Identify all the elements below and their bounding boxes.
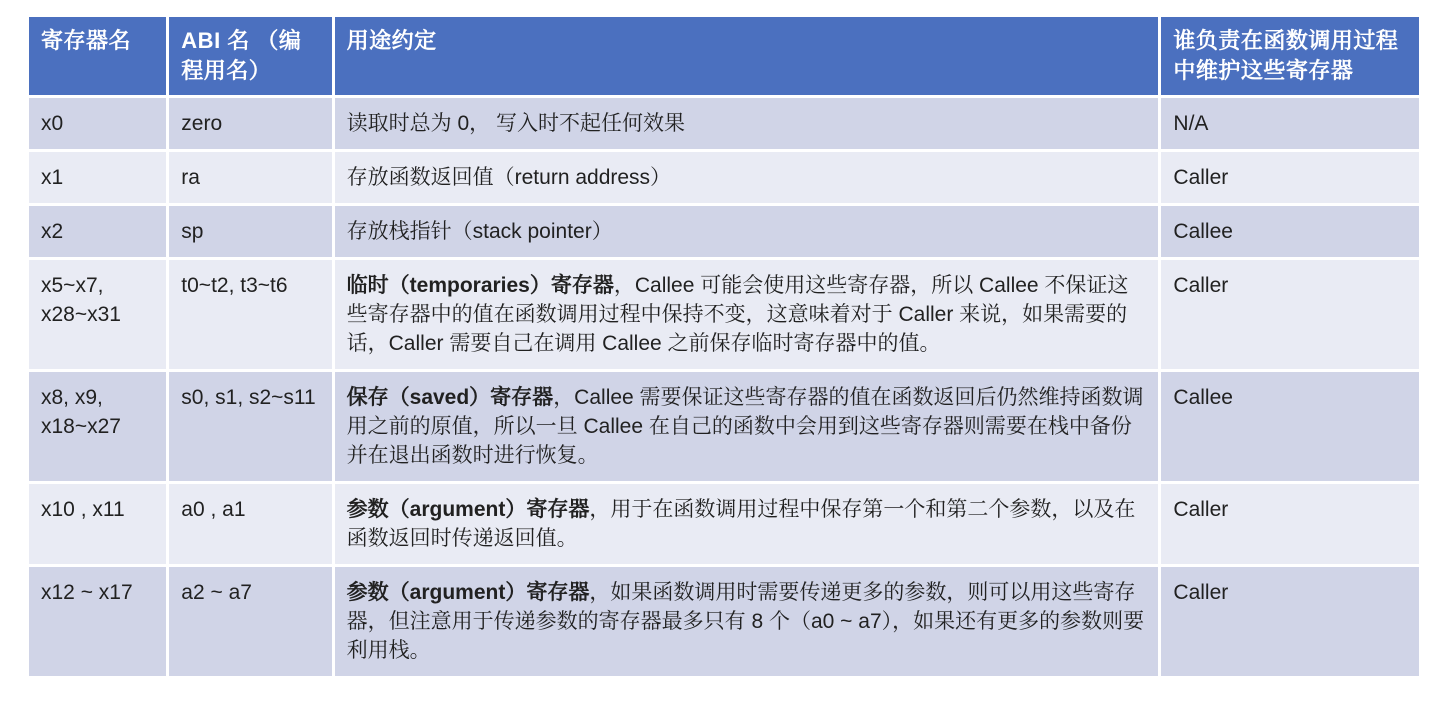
header-maintainer: 谁负责在函数调用过程中维护这些寄存器 bbox=[1161, 17, 1419, 95]
table-row bbox=[29, 98, 1419, 149]
maintainer-cell: Caller bbox=[1161, 152, 1419, 203]
table-row bbox=[29, 372, 1419, 481]
abi-cell: ra bbox=[169, 152, 331, 203]
maintainer-cell: Caller bbox=[1161, 567, 1419, 676]
usage-text: ，Callee 需要保证这些寄存器的值在函数返回后仍然维持函数调用之前的原值，所以一旦 Callee 在自己的函数中会用到这些寄存器则需要在栈中备份并在退出函数时进行恢复。 bbox=[346, 386, 1144, 467]
usage-cell bbox=[335, 372, 1159, 481]
register-cell: x12 ~ x17 bbox=[29, 567, 166, 676]
usage-text: 存放函数返回值（return address） bbox=[346, 166, 672, 189]
usage-text: ，如果函数调用时需要传递更多的参数，则可以用这些寄存器，但注意用于传递参数的寄存器最多只有 8 个（a0 ~ a7），如果还有更多的参数则要利用栈。 bbox=[346, 581, 1145, 662]
maintainer-cell: Caller bbox=[1161, 484, 1419, 564]
maintainer-cell: Caller bbox=[1161, 260, 1419, 369]
table-row bbox=[29, 152, 1419, 203]
abi-cell: sp bbox=[169, 206, 331, 257]
usage-text: 读取时总为 0， 写入时不起任何效果 bbox=[346, 112, 685, 135]
usage-bold-label: 参数（argument）寄存器 bbox=[346, 581, 590, 604]
table-row bbox=[29, 260, 1419, 369]
usage-text: ，用于在函数调用过程中保存第一个和第二个参数，以及在函数返回时传递返回值。 bbox=[346, 498, 1136, 550]
abi-cell: zero bbox=[169, 98, 331, 149]
header-row bbox=[29, 17, 1419, 95]
maintainer-cell: Callee bbox=[1161, 206, 1419, 257]
abi-cell: t0~t2, t3~t6 bbox=[169, 260, 331, 369]
usage-cell bbox=[335, 206, 1159, 257]
table-row bbox=[29, 484, 1419, 564]
header-abi-name: ABI 名 （编程用名） bbox=[169, 17, 331, 95]
abi-cell: a0 , a1 bbox=[169, 484, 331, 564]
usage-bold-label: 临时（temporaries）寄存器 bbox=[346, 274, 614, 297]
usage-cell bbox=[335, 484, 1159, 564]
usage-bold-label: 参数（argument）寄存器 bbox=[346, 498, 590, 521]
maintainer-cell: Callee bbox=[1161, 372, 1419, 481]
usage-cell bbox=[335, 152, 1159, 203]
registers-table bbox=[26, 14, 1422, 679]
usage-cell bbox=[335, 567, 1159, 676]
register-cell: x2 bbox=[29, 206, 166, 257]
register-cell: x10 , x11 bbox=[29, 484, 166, 564]
maintainer-cell: N/A bbox=[1161, 98, 1419, 149]
usage-cell bbox=[335, 260, 1159, 369]
register-cell: x8, x9, x18~x27 bbox=[29, 372, 166, 481]
table-row bbox=[29, 567, 1419, 676]
register-cell: x5~x7, x28~x31 bbox=[29, 260, 166, 369]
usage-text: 存放栈指针（stack pointer） bbox=[346, 220, 613, 243]
header-register-name: 寄存器名 bbox=[29, 17, 166, 95]
table-row bbox=[29, 206, 1419, 257]
usage-cell bbox=[335, 98, 1159, 149]
header-usage: 用途约定 bbox=[335, 17, 1159, 95]
register-cell: x0 bbox=[29, 98, 166, 149]
abi-cell: a2 ~ a7 bbox=[169, 567, 331, 676]
usage-bold-label: 保存（saved）寄存器 bbox=[346, 386, 554, 409]
register-cell: x1 bbox=[29, 152, 166, 203]
abi-cell: s0, s1, s2~s11 bbox=[169, 372, 331, 481]
usage-text: ，Callee 可能会使用这些寄存器，所以 Callee 不保证这些寄存器中的值在函数调用过程中保持不变，这意味着对于 Caller 来说，如果需要的话，Caller 需要自己在调用 Callee 之前保存临时寄存器中的值。 bbox=[346, 274, 1129, 355]
